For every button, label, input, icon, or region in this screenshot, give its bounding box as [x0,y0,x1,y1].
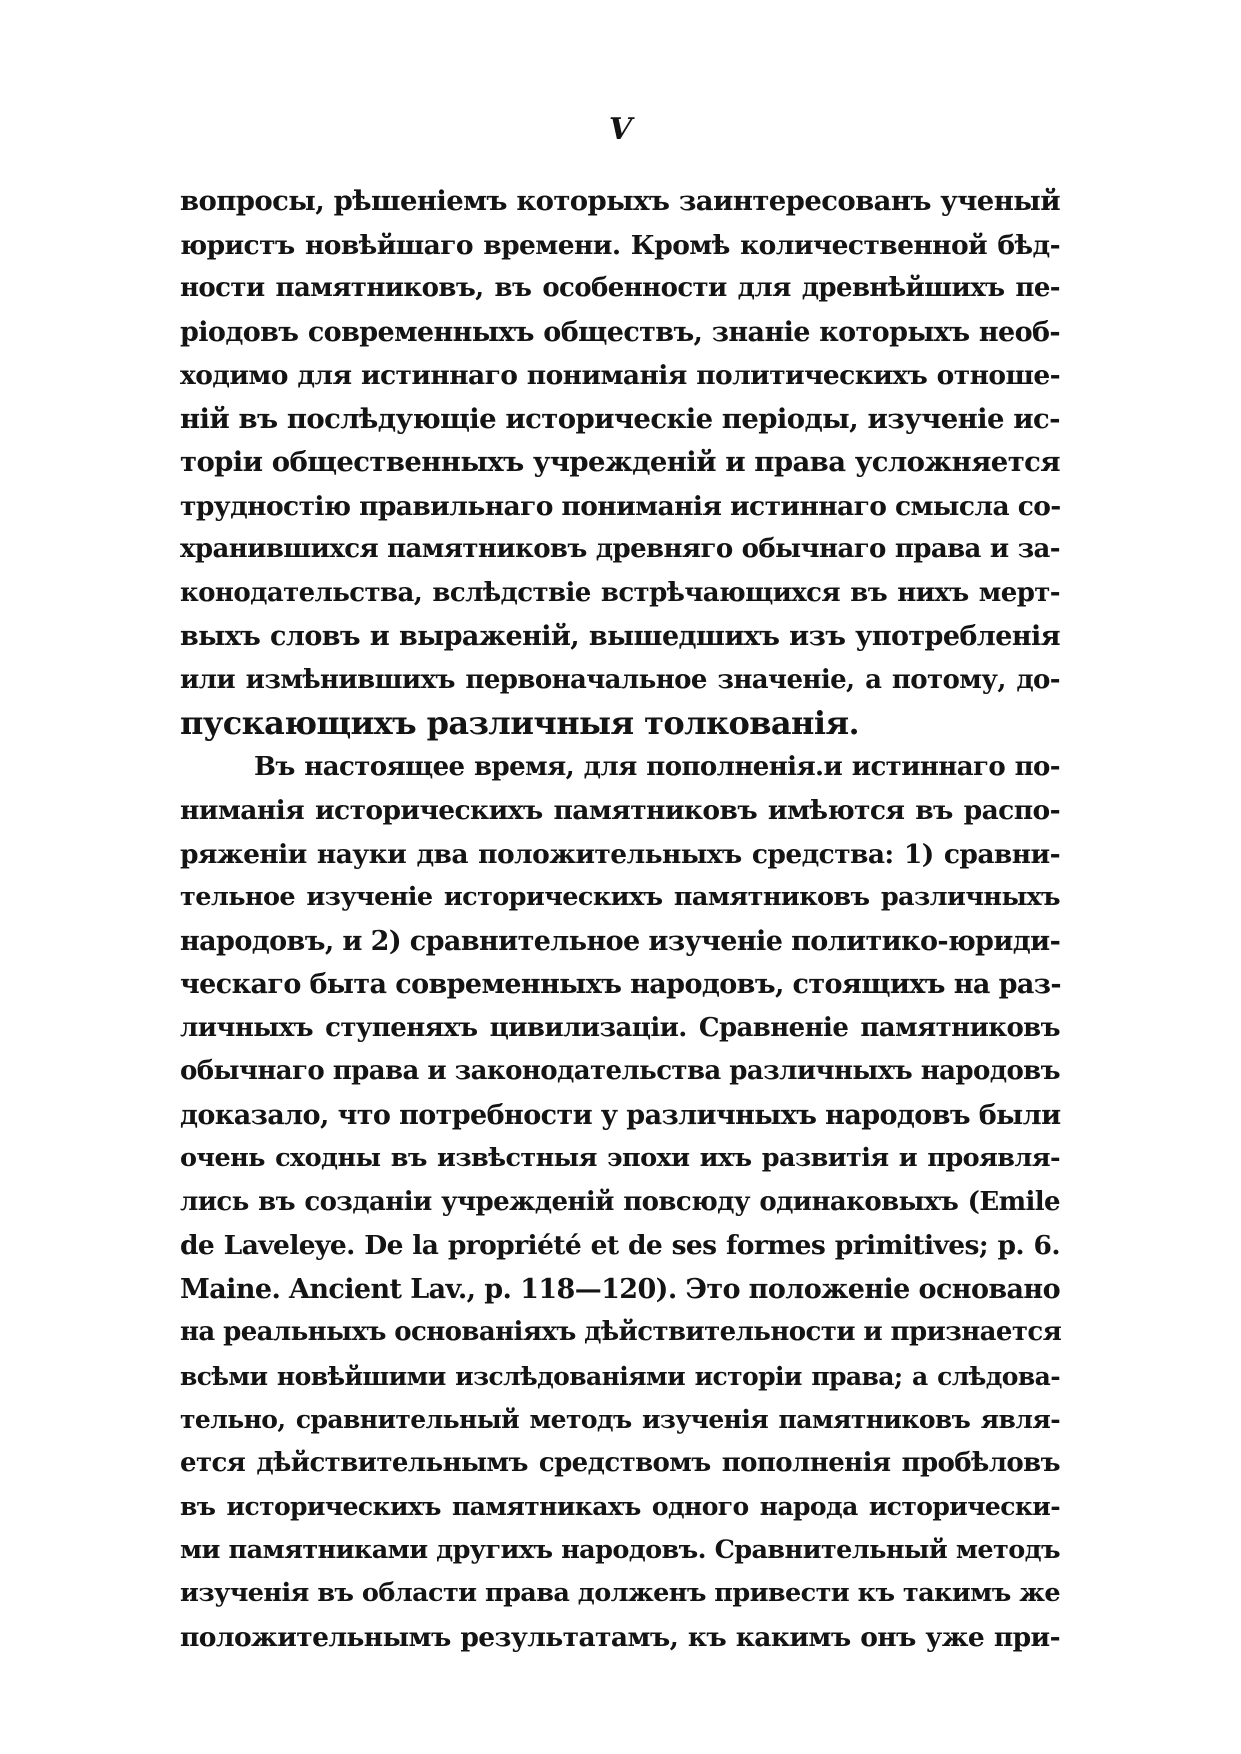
paragraph-end-line: пускающихъ различныя толкованія. [180,704,860,742]
text-line: тельное изученіе историческихъ памятниковъ различныхъ [180,882,1060,912]
text-line: хранившихся памятниковъ древняго обычнаго права и за- [180,534,1060,564]
text-line: народовъ, и 2) сравнительное изученіе политико-юриди- [180,925,1061,957]
text-line: положительнымъ результатамъ, къ какимъ онъ уже при- [180,1621,1060,1653]
text-line: лись въ созданіи учрежденій повсюду одинаковыхъ (Emile [180,1186,1060,1217]
text-line: очень сходны въ извѣстныя эпохи ихъ развитія и проявля- [180,1143,1060,1173]
text-line: обычнаго права и законодательства различныхъ народовъ [180,1056,1060,1086]
text-line: ческаго быта современныхъ народовъ, стоящихъ на раз- [180,969,1061,1000]
text-line: изученія въ области права долженъ привести къ такимъ же [180,1578,1060,1608]
text-line: личныхъ ступеняхъ цивилизаціи. Сравненіе памятниковъ [180,1012,1060,1043]
text-line: юристъ новѣйшаго времени. Кромѣ количественной бѣд- [180,229,1060,261]
paragraph-start-line: Въ настоящее время, для пополненія.и истиннаго по- [254,751,1060,782]
text-line: всѣми новѣйшими изслѣдованіями исторіи права; а слѣдова- [180,1361,1060,1391]
text-line: или измѣнившихъ первоначальное значеніе, а потому, до- [180,664,1060,695]
text-line: тельно, сравнительный методъ изученія памятниковъ явля- [180,1405,1060,1434]
text-line: на реальныхъ основаніяхъ дѣйствительности и признается [180,1317,1062,1347]
text-line: ниманія историческихъ памятниковъ имѣются въ распо- [180,795,1060,826]
text-line: ми памятниками другихъ народовъ. Сравнительный методъ [180,1534,1060,1565]
page-number: V [608,112,633,147]
text-line: вопросы, рѣшеніемъ которыхъ заинтересованъ ученый [180,185,1060,217]
body-text [180,180,1060,1659]
text-line: въ историческихъ памятникахъ одного народа исторически- [180,1492,1060,1521]
text-line: ріодовъ современныхъ обществъ, знаніе которыхъ необ- [180,316,1060,348]
text-line: ется дѣйствительнымъ средствомъ пополненія пробѣловъ [180,1447,1060,1478]
text-line: ности памятниковъ, въ особенности для древнѣйшихъ пе- [180,273,1060,303]
text-line: доказало, что потребности у различныхъ народовъ были [180,1099,1061,1131]
text-line: трудностію правильнаго пониманія истиннаго смысла со- [180,490,1061,522]
text-line: ній въ послѣдующіе историческіе періоды, изученіе ис- [180,402,1060,435]
text-line: Maine. Ancient Lav., p. 118—120). Это положеніе основано [180,1273,1060,1305]
text-line: ходимо для истиннаго пониманія политическихъ отноше- [180,360,1060,391]
text-line: конодательства, вслѣдствіе встрѣчающихся въ нихъ мерт- [180,577,1060,608]
text-line: ряженіи науки два положительныхъ средства: 1) сравни- [180,838,1060,870]
text-line: de Laveleye. De la propriété et de ses formes primitives; p. 6. [180,1230,1060,1261]
text-line: торіи общественныхъ учрежденій и права усложняется [180,446,1060,478]
text-line: выхъ словъ и выраженій, вышедшихъ изъ употребленія [180,621,1060,652]
